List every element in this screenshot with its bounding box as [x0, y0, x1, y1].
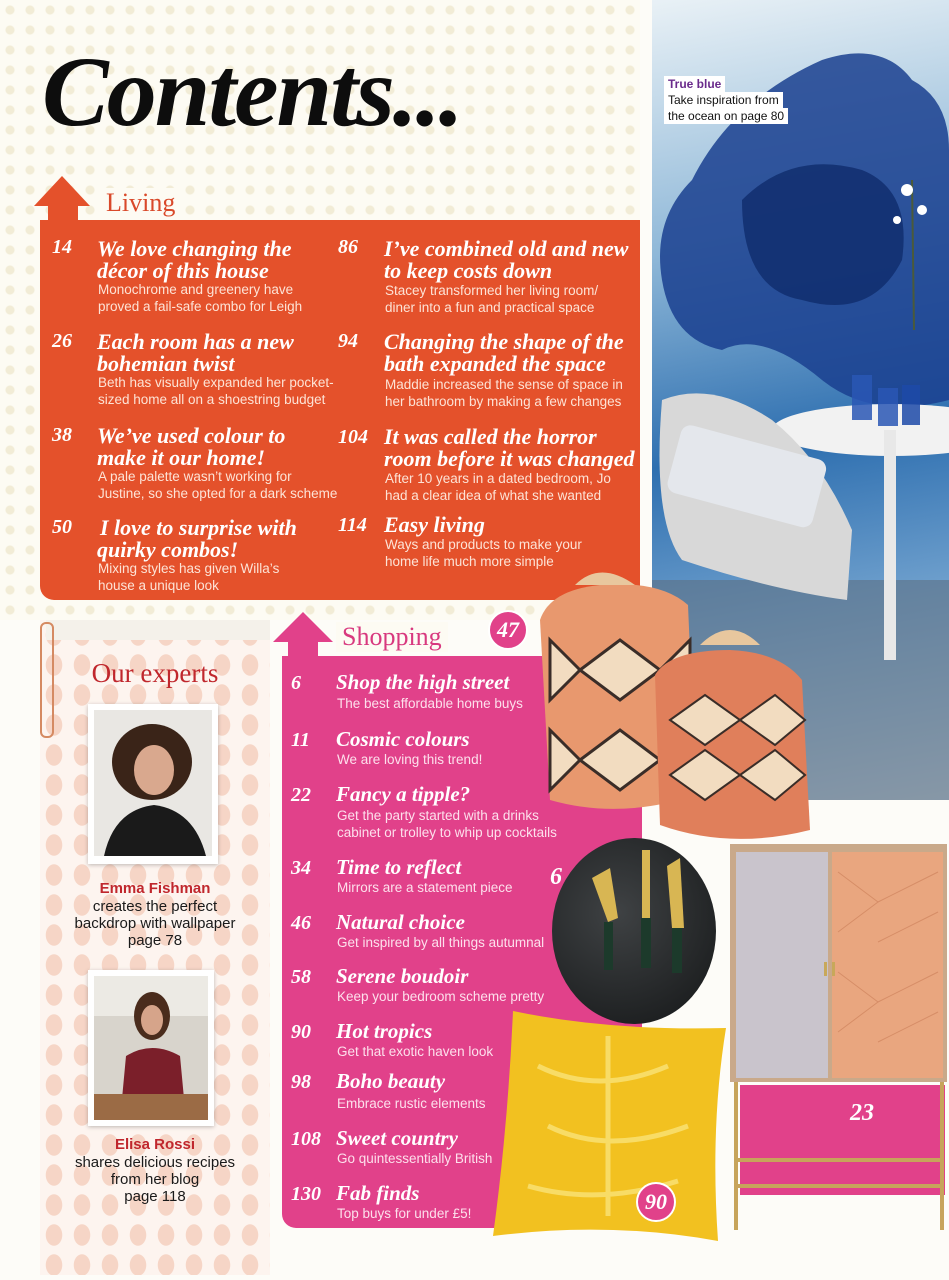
expert-description: backdrop with wallpaper [74, 915, 236, 932]
cushion-page-badge: 90 [636, 1182, 676, 1222]
expert-page: page 78 [127, 932, 183, 949]
entry-description: A pale palette wasn’t working for [98, 469, 292, 484]
entry-description: Justine, so she opted for a dark scheme [98, 486, 338, 501]
entry-description: Mixing styles has given Willa’s [98, 561, 280, 576]
cabinet-image [728, 842, 949, 1230]
expert-photo-emma [94, 710, 212, 856]
caption-line-2: the ocean on page 80 [664, 108, 788, 124]
page-number: 22 [291, 784, 311, 806]
page-number: 130 [291, 1183, 321, 1205]
cheese-knives-image [552, 838, 716, 1024]
entry-description: diner into a fun and practical space [385, 300, 595, 315]
page-number: 50 [52, 516, 72, 538]
entry-description: Top buys for under £5! [337, 1206, 472, 1221]
knives-page-badge: 6 [550, 864, 562, 890]
entry-description: house a unique look [98, 578, 219, 593]
page-number: 14 [52, 236, 72, 258]
page-number: 90 [291, 1021, 311, 1043]
entry-description: proved a fail-safe combo for Leigh [98, 299, 303, 314]
entry-headline: We love changing the [97, 236, 292, 261]
entry-headline: Shop the high street [336, 670, 510, 694]
experts-title: Our experts [91, 658, 219, 688]
page-number: 104 [338, 426, 368, 448]
shopping-section-label: Shopping [336, 622, 448, 652]
yellow-cushion-image [488, 1006, 733, 1248]
page-number: 114 [338, 514, 367, 536]
entry-headline: bohemian twist [97, 351, 235, 376]
caption-label: True blue [664, 76, 725, 92]
page-number: 86 [338, 236, 358, 258]
entry-headline: make it our home! [97, 445, 266, 470]
entry-description: home life much more simple [385, 554, 554, 569]
expert-name: Emma Fishman [99, 880, 211, 897]
expert-description: from her blog [110, 1171, 200, 1188]
living-arrow [34, 176, 90, 206]
entry-description: Get that exotic haven look [337, 1044, 494, 1059]
entry-description: Get inspired by all things autumnal [337, 935, 545, 950]
page-title: Contents... [42, 36, 462, 147]
expert-photo-frame [88, 704, 218, 864]
entry-headline: We’ve used colour to [97, 423, 286, 448]
expert-photo-frame [88, 970, 214, 1126]
entry-headline: Easy living [384, 512, 485, 537]
expert-description: shares delicious recipes [74, 1154, 236, 1171]
page-number: 11 [291, 729, 310, 751]
entry-description: had a clear idea of what she wanted [385, 488, 602, 503]
entry-headline: Time to reflect [336, 855, 462, 879]
entry-headline: I’ve combined old and new [384, 236, 629, 261]
expert-photo-elisa [94, 976, 208, 1120]
experts-panel [40, 620, 270, 1275]
expert-name: Elisa Rossi [114, 1136, 196, 1153]
torn-paper-edge [46, 620, 270, 640]
entry-description: Ways and products to make your [385, 537, 582, 552]
page-number: 58 [291, 966, 311, 988]
entry-headline: Fancy a tipple? [336, 782, 471, 806]
entry-description: her bathroom by making a few changes [385, 394, 622, 409]
expert-page: page 118 [124, 1188, 186, 1205]
page-number: 26 [52, 330, 72, 352]
entry-description: Mirrors are a statement piece [337, 880, 513, 895]
shopping-arrow [273, 612, 333, 642]
entry-description: Monochrome and greenery have [98, 282, 294, 297]
baskets-page-badge: 47 [488, 610, 528, 650]
entry-description: The best affordable home buys [337, 696, 523, 711]
entry-headline: décor of this house [97, 258, 269, 283]
page-number: 6 [291, 672, 301, 694]
entry-headline: I love to surprise with [100, 515, 297, 540]
entry-headline: Cosmic colours [336, 727, 470, 751]
entry-headline: Natural choice [336, 910, 465, 934]
entry-headline: room before it was changed [384, 446, 635, 471]
page-number: 34 [291, 857, 311, 879]
baskets-image [520, 560, 820, 840]
page-number: 98 [291, 1071, 311, 1093]
entry-description: cabinet or trolley to whip up cocktails [337, 825, 557, 840]
page-number: 38 [52, 424, 72, 446]
entry-description: Maddie increased the sense of space in [385, 377, 623, 392]
entry-description: Get the party started with a drinks [337, 808, 539, 823]
page-number: 94 [338, 330, 358, 352]
entry-headline: Changing the shape of the [384, 329, 624, 354]
living-section-label: Living [100, 188, 181, 218]
entry-description: Beth has visually expanded her pocket- [98, 375, 334, 390]
page-number: 46 [291, 912, 311, 934]
entry-headline: Fab finds [336, 1181, 420, 1205]
entry-description: Keep your bedroom scheme pretty [337, 989, 545, 1004]
expert-description: creates the perfect [92, 898, 218, 915]
cabinet-page-badge: 23 [850, 1100, 874, 1126]
entry-headline: quirky combos! [97, 537, 239, 562]
entry-headline: Sweet country [336, 1126, 458, 1150]
entry-headline: Boho beauty [336, 1069, 446, 1093]
entry-headline: It was called the horror [384, 424, 597, 449]
entry-headline: Serene boudoir [336, 964, 469, 988]
entry-description: Stacey transformed her living room/ [385, 283, 599, 298]
entry-description: sized home all on a shoestring budget [98, 392, 326, 407]
entry-description: After 10 years in a dated bedroom, Jo [385, 471, 611, 486]
entry-headline: Hot tropics [336, 1019, 433, 1043]
entry-headline: bath expanded the space [384, 351, 606, 376]
entry-description: Go quintessentially British [337, 1151, 493, 1166]
page-number: 108 [291, 1128, 321, 1150]
caption-line-1: Take inspiration from [664, 92, 783, 108]
entry-headline: to keep costs down [384, 258, 553, 283]
entry-description: Embrace rustic elements [337, 1096, 486, 1111]
entry-description: We are loving this trend! [337, 752, 483, 767]
entry-headline: Each room has a new [97, 329, 294, 354]
